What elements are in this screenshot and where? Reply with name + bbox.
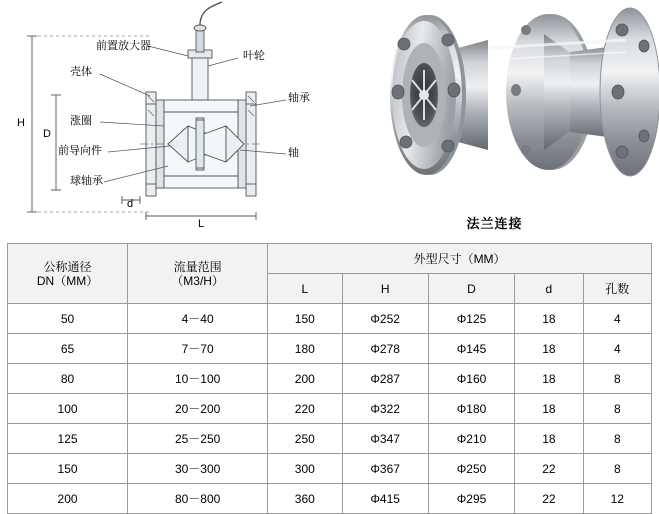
cell-l: 220 (268, 394, 342, 424)
header-hole-count: 孔数 (583, 274, 651, 304)
cell-h: Φ367 (342, 454, 428, 484)
header-flow-range (128, 244, 268, 304)
cell-d-small: 18 (515, 394, 583, 424)
illustration-area (0, 0, 659, 238)
label-impeller: 叶轮 (243, 50, 265, 62)
label-front-guide: 前导向件 (58, 145, 102, 157)
label-shaft: 轴 (288, 147, 299, 159)
cell-holes: 8 (583, 364, 651, 394)
table-row (8, 394, 652, 424)
dimension-label-d-bolt: d (127, 198, 134, 210)
cell-flow: 30－300 (128, 454, 268, 484)
cell-flow: 7－70 (128, 334, 268, 364)
cell-l: 360 (268, 484, 342, 514)
cell-l: 200 (268, 364, 342, 394)
cell-d-small: 22 (515, 484, 583, 514)
dimension-label-h: H (17, 117, 25, 129)
cell-h: Φ415 (342, 484, 428, 514)
header-nominal-diameter (8, 244, 128, 304)
table-row (8, 304, 652, 334)
cell-dn: 50 (8, 304, 128, 334)
header-nominal-diameter-line2: DN（MM） (36, 273, 99, 288)
cell-l: 150 (268, 304, 342, 334)
cell-holes: 8 (583, 454, 651, 484)
cell-l: 300 (268, 454, 342, 484)
cell-d: Φ180 (428, 394, 514, 424)
cell-d: Φ145 (428, 334, 514, 364)
table-row (8, 454, 652, 484)
cell-d: Φ125 (428, 304, 514, 334)
table-row (8, 424, 652, 454)
label-preamplifier: 前置放大器 (96, 40, 151, 52)
cell-d: Φ295 (428, 484, 514, 514)
cell-d-small: 22 (515, 454, 583, 484)
cell-l: 250 (268, 424, 342, 454)
header-dim-h: H (342, 274, 428, 304)
specification-table-wrapper (7, 243, 652, 514)
cell-dn: 125 (8, 424, 128, 454)
cell-holes: 12 (583, 484, 651, 514)
dimension-label-l: L (198, 218, 205, 230)
cell-d: Φ210 (428, 424, 514, 454)
cell-d-small: 18 (515, 334, 583, 364)
table-row (8, 334, 652, 364)
cell-h: Φ322 (342, 394, 428, 424)
cell-dn: 200 (8, 484, 128, 514)
dimension-label-d-outer: D (43, 128, 51, 140)
cell-dn: 100 (8, 394, 128, 424)
cell-holes: 8 (583, 394, 651, 424)
header-flow-range-line1: 流量范围 (173, 259, 222, 274)
cell-h: Φ278 (342, 334, 428, 364)
label-bearing-top: 轴承 (288, 92, 310, 104)
cell-holes: 4 (583, 304, 651, 334)
cell-dn: 65 (8, 334, 128, 364)
cell-holes: 4 (583, 334, 651, 364)
table-row (8, 484, 652, 514)
flange-meter-photo (330, 0, 659, 238)
table-row (8, 364, 652, 394)
label-ball-bearing: 球轴承 (70, 175, 103, 187)
cell-flow: 80－800 (128, 484, 268, 514)
header-dim-l: L (268, 274, 342, 304)
cell-dn: 150 (8, 454, 128, 484)
header-dim-d: D (428, 274, 514, 304)
cell-dn: 80 (8, 364, 128, 394)
cell-d: Φ160 (428, 364, 514, 394)
label-expansion-ring: 涨圈 (70, 115, 92, 127)
cell-flow: 25－250 (128, 424, 268, 454)
label-housing: 壳体 (70, 66, 92, 78)
photo-caption: 法兰连接 (466, 216, 523, 231)
cell-d-small: 18 (515, 364, 583, 394)
schematic-drawing (0, 0, 330, 238)
cell-flow: 20－200 (128, 394, 268, 424)
specification-table (7, 243, 652, 514)
cell-holes: 8 (583, 424, 651, 454)
header-dim-d-small: d (515, 274, 583, 304)
cell-d: Φ250 (428, 454, 514, 484)
cell-flow: 10－100 (128, 364, 268, 394)
cell-h: Φ347 (342, 424, 428, 454)
header-dimensions-group: 外型尺寸（MM） (268, 244, 652, 274)
cell-h: Φ252 (342, 304, 428, 334)
header-flow-range-line2: （M3/H） (171, 273, 224, 288)
cell-l: 180 (268, 334, 342, 364)
cell-h: Φ287 (342, 364, 428, 394)
cell-d-small: 18 (515, 304, 583, 334)
cell-d-small: 18 (515, 424, 583, 454)
cell-flow: 4－40 (128, 304, 268, 334)
turbine-meter-schematic (0, 0, 330, 238)
header-nominal-diameter-line1: 公称通径 (43, 259, 92, 274)
product-photo (330, 0, 659, 238)
